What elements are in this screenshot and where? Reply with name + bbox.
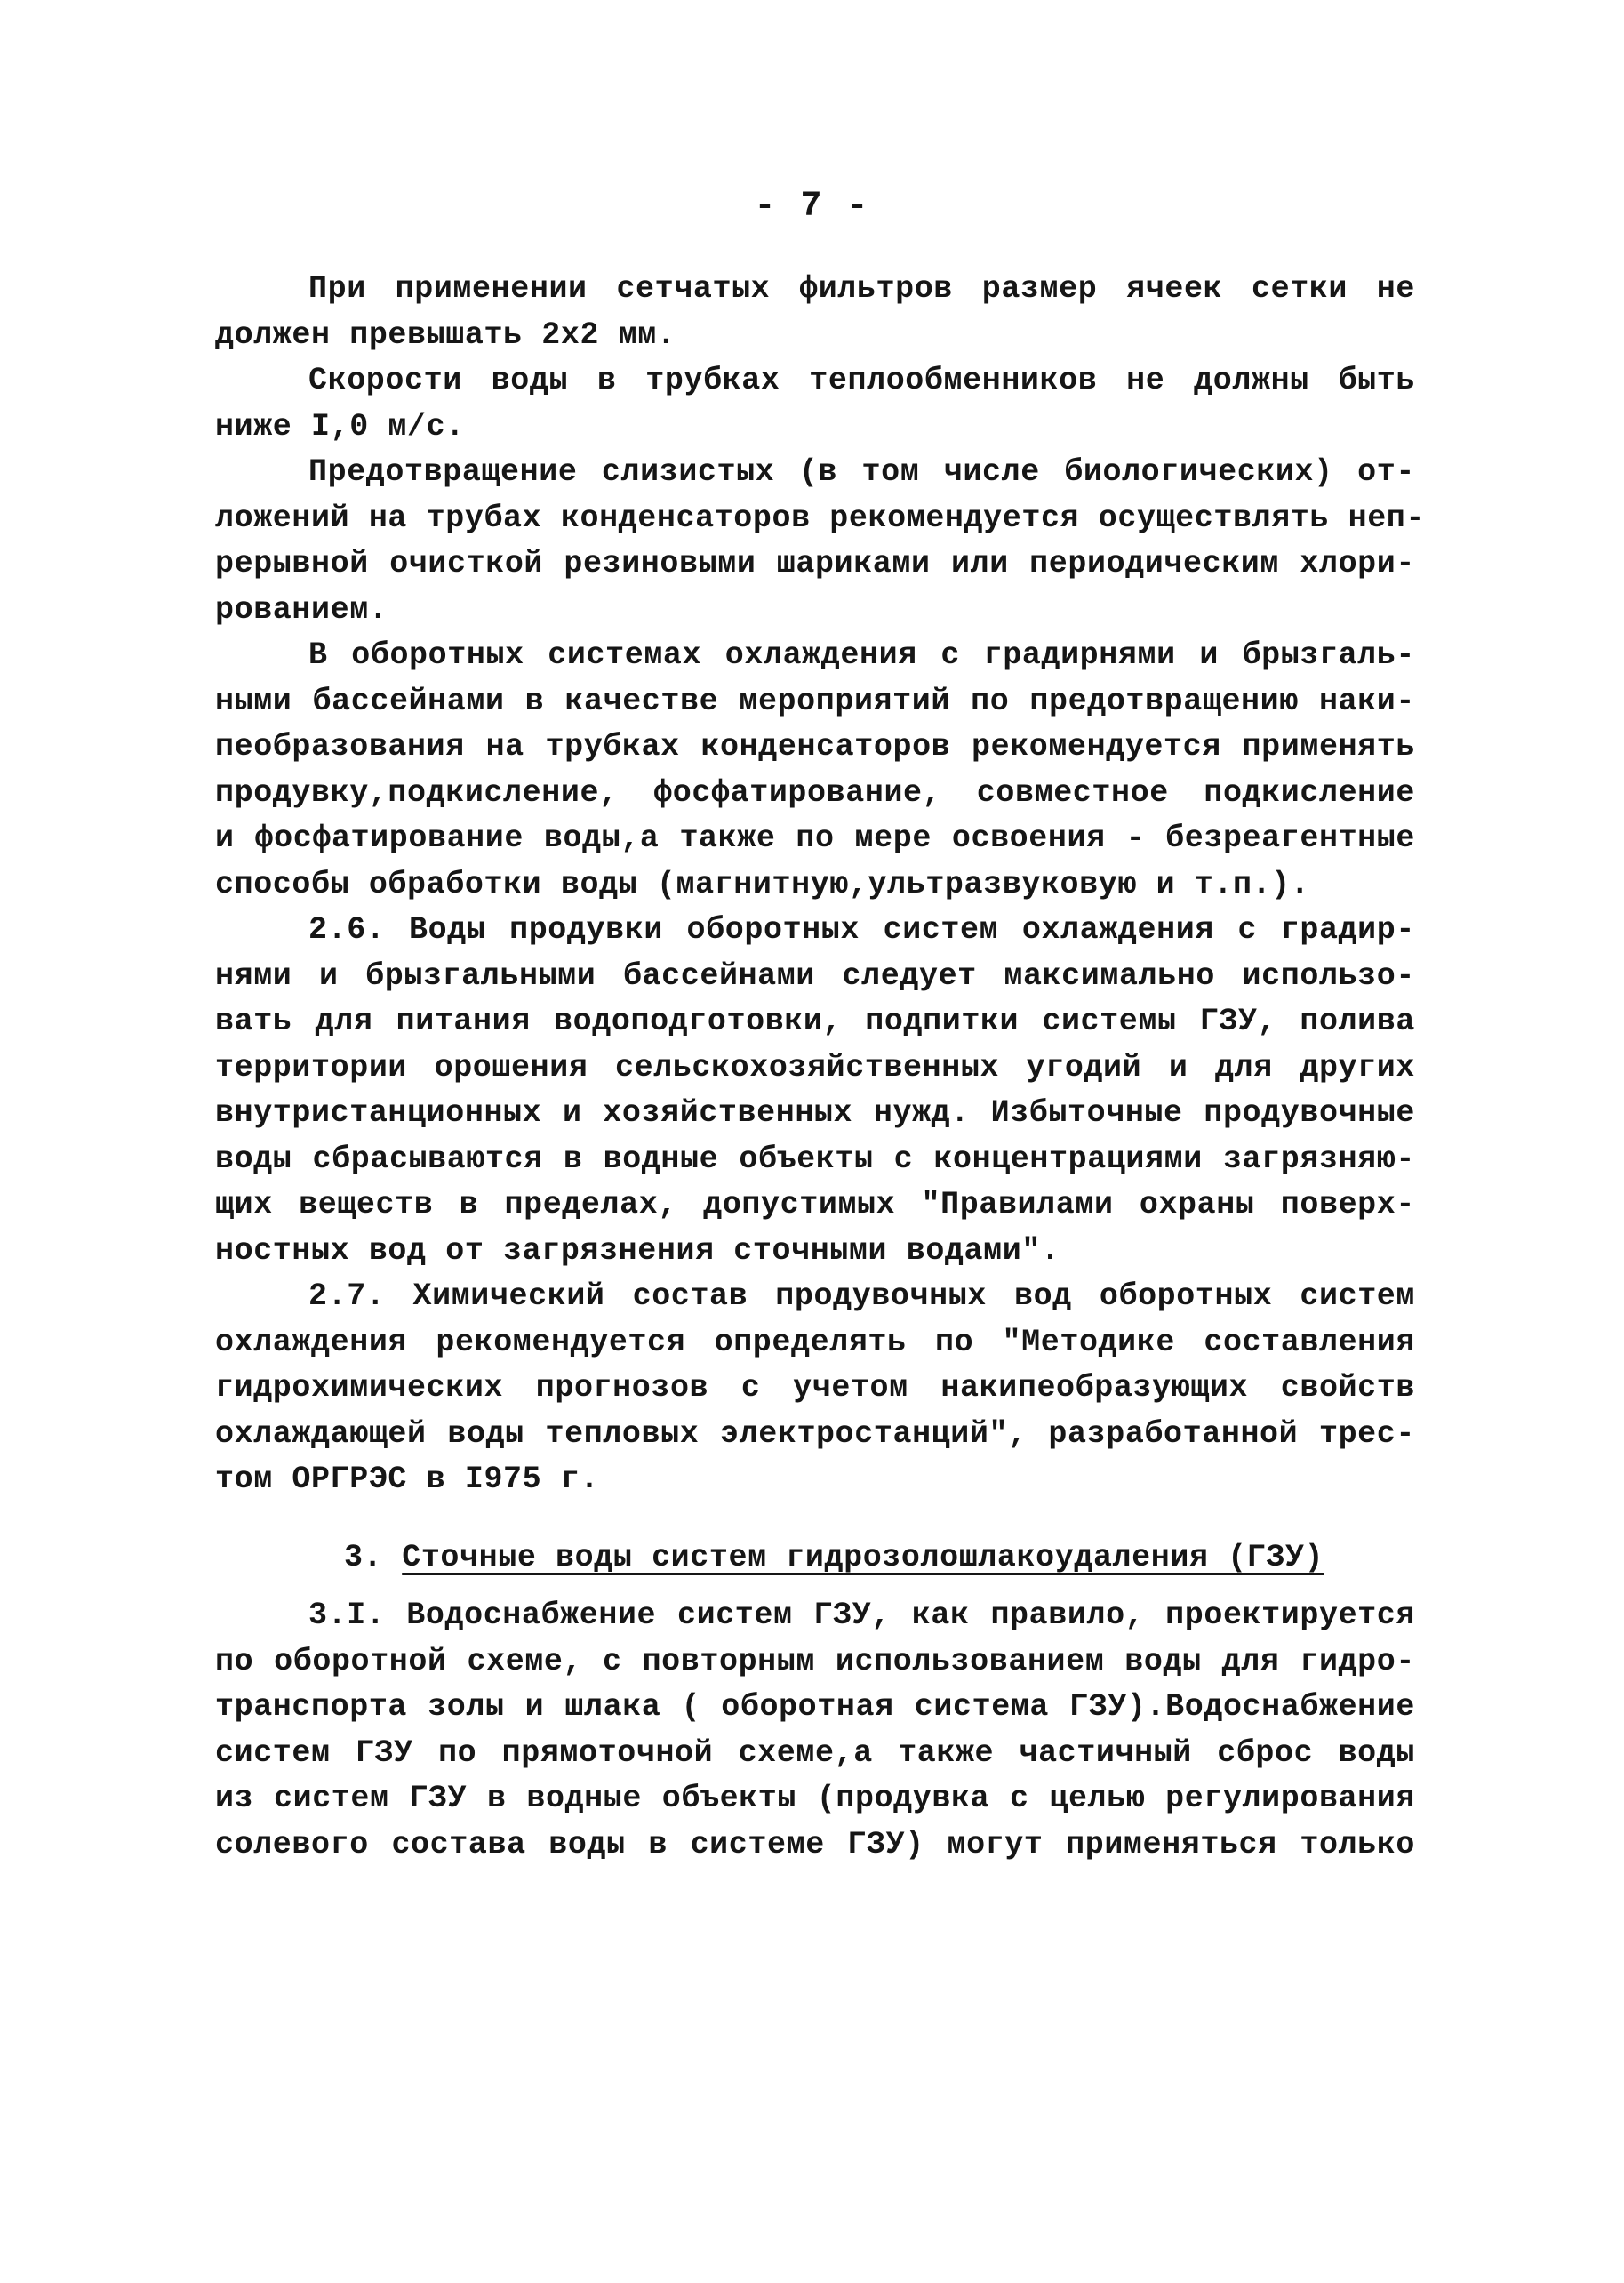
text-line: рерывной очисткой резиновыми шариками или периодическим хлори- [215,546,1415,581]
text-line: Скорости воды в трубках теплообменников не должны быть [308,363,1415,398]
text-line: щих веществ в пределах, допустимых "Правилами охраны поверх- [215,1187,1415,1222]
text-line: и фосфатирование воды,а также по мере освоения - безреагентные [215,821,1415,856]
text-line: солевого состава воды в системе ГЗУ) могут применяться только [215,1826,1415,1862]
text-line: по оборотной схеме, с повторным использованием воды для гидро- [215,1643,1415,1679]
text-line: Предотвращение слизистых (в том числе биологических) от- [308,454,1415,490]
text-line: При применении сетчатых фильтров размер ячеек сетки не [308,271,1415,307]
section-spacer [215,1581,1415,1593]
text-line: территории орошения сельскохозяйственных угодий и для других [215,1049,1415,1085]
text-line: В оборотных системах охлаждения с градирнями и брызгаль- [308,637,1415,673]
text-line: вать для питания водоподготовки, подпитки системы ГЗУ, полива [215,1004,1415,1039]
paragraph [215,1274,1415,1503]
paragraph [215,267,1415,358]
text-line: охлаждающей воды тепловых электростанций", разработанной трес- [215,1415,1415,1452]
text-line: охлаждения рекомендуется определять по "Методике составления [215,1324,1415,1360]
paragraph [215,358,1415,450]
text-line: пеобразования на трубках конденсаторов рекомендуется применять [215,729,1415,765]
body-text [215,267,1426,1868]
text-line: ложений на трубах конденсаторов рекомендуется осуществлять неп- [215,500,1426,536]
paragraph [215,908,1415,1274]
text-line: 2.7. Химический состав продувочных вод оборотных систем [308,1278,1415,1314]
text-line: продувку,подкисление, фосфатирование, совместное подкисление [215,774,1415,811]
text-line: нями и брызгальными бассейнами следует максимально использо- [215,957,1415,994]
section-heading-number: 3. [344,1539,383,1575]
text-line: ностных вод от загрязнения сточными водами". [215,1232,1060,1269]
text-line: гидрохимических прогнозов с учетом накипеобразующих свойств [215,1370,1415,1406]
text-line: транспорта золы и шлака ( оборотная система ГЗУ).Водоснабжение [215,1689,1415,1725]
text-line: воды сбрасываются в водные объекты с концентрациями загрязняю- [215,1141,1415,1177]
section-spacer [215,1503,1415,1535]
page-number: - 7 - [754,187,870,227]
text-line: должен превышать 2х2 мм. [215,316,676,353]
text-line: ниже I,0 м/с. [215,408,465,445]
text-line: 3.I. Водоснабжение систем ГЗУ, как правило, проектируется [308,1598,1415,1633]
paragraph [215,1593,1415,1868]
section-heading [215,1535,1415,1582]
paragraph [215,633,1415,908]
text-line: внутристанционных и хозяйственных нужд. Избыточные продувочные [215,1095,1415,1131]
text-line: способы обработки воды (магнитную,ультразвуковую и т.п.). [215,866,1310,902]
section-heading-title: Сточные воды систем гидрозолошлакоудаления (ГЗУ) [402,1539,1324,1575]
text-line: 2.6. Воды продувки оборотных систем охлаждения с градир- [308,912,1415,948]
text-line: из систем ГЗУ в водные объекты (продувка с целью регулирования [215,1781,1415,1816]
text-line: рованием. [215,591,388,628]
text-line: том ОРГРЭС в I975 г. [215,1462,600,1497]
text-line: ными бассейнами в качестве мероприятий по предотвращению наки- [215,683,1415,719]
paragraph [215,450,1426,633]
text-line: систем ГЗУ по прямоточной схеме,а также частичный сброс воды [215,1734,1415,1771]
